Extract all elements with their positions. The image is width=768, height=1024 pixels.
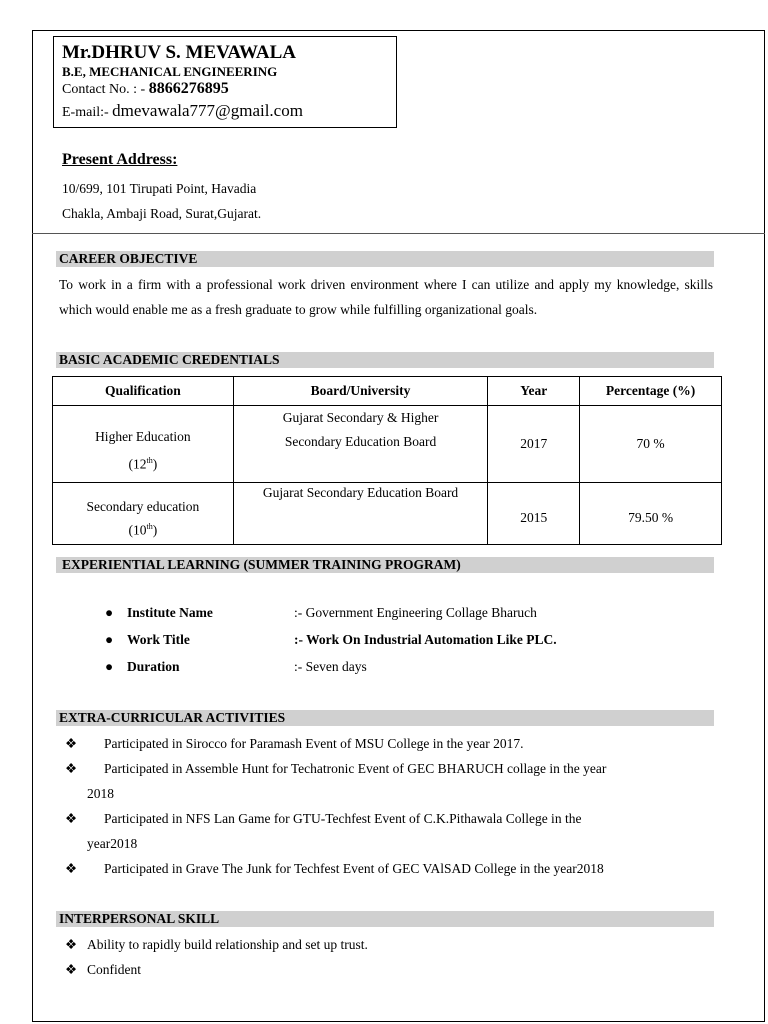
list-item [105,630,557,650]
academic-heading: BASIC ACADEMIC CREDENTIALS [56,352,714,368]
header-box [53,36,397,128]
item-value: :- Work On Industrial Automation Like PLC. [294,632,557,647]
career-objective-heading: CAREER OBJECTIVE [56,251,714,267]
item-label: Institute Name [127,605,213,620]
list-item [65,856,713,881]
column-header: Year [488,377,580,406]
career-objective-text: To work in a firm with a professional work driven environment where I can utilize and apply my knowledge, skills which would enable me as a fresh graduate to grow while fulfilling organizational goals. [59,277,713,317]
divider [32,233,765,234]
year-cell: 2015 [488,483,580,545]
board-cell [233,483,488,545]
activity-text: year2018 [87,836,138,851]
year-cell: 2017 [488,406,580,483]
table-row [53,483,722,545]
activity-text: Participated in Sirocco for Paramash Event of MSU College in the year 2017. [104,736,524,751]
qualification-level: (12th) [128,456,158,472]
level-suffix: th [146,521,153,531]
qualification-level: (10th) [128,521,158,538]
list-item [65,756,713,781]
extra-curricular-heading: EXTRA-CURRICULAR ACTIVITIES [56,710,714,726]
diamond-bullet-icon: ❖ [65,736,78,751]
list-item-continuation [65,781,713,806]
skill-text: Confident [87,962,141,977]
email-address: dmevawala777@gmail.com [112,101,303,120]
contact-label: Contact No. : - [62,82,146,97]
bullet-icon: ● [105,632,114,647]
list-item [65,806,713,831]
board-line: Gujarat Secondary Education Board [262,485,459,500]
list-item [105,603,537,623]
address-line-1: 10/699, 101 Tirupati Point, Havadia [62,181,257,196]
level-suffix: th [146,456,153,466]
table-header-row [53,377,722,406]
diamond-bullet-icon: ❖ [65,861,78,876]
activity-text: Participated in NFS Lan Game for GTU-Techfest Event of C.K.Pithawala College in the [104,811,582,826]
percentage-cell: 79.50 % [580,483,722,545]
item-value: :- Government Engineering Collage Bharuch [294,605,537,620]
list-item-continuation [65,831,713,856]
interpersonal-skill-heading: INTERPERSONAL SKILL [56,911,714,927]
candidate-name: Mr.DHRUV S. MEVAWALA [62,42,297,63]
board-cell [233,406,488,483]
qualification-cell [53,406,234,483]
board-line: Secondary Education Board [284,434,437,449]
skill-text: Ability to rapidly build relationship and set up trust. [87,937,368,952]
qualification-cell [53,483,234,545]
level-number: 12 [133,456,147,472]
email-line [62,100,396,124]
diamond-bullet-icon: ❖ [65,761,78,776]
address-title: Present Address: [62,151,178,168]
qualification-name: Higher Education [95,429,191,445]
list-item [65,932,368,957]
activity-text: Participated in Assemble Hunt for Techatronic Event of GEC BHARUCH collage in the year [104,761,607,776]
list-item [105,657,367,677]
item-value: :- Seven days [294,659,367,674]
diamond-bullet-icon: ❖ [65,937,78,952]
activity-text: 2018 [87,786,114,801]
activity-text: Participated in Grave The Junk for Techfest Event of GEC VAlSAD College in the year2018 [104,861,604,876]
diamond-bullet-icon: ❖ [65,811,78,826]
contact-line [62,79,396,100]
academic-table [52,376,722,545]
degree: B.E, MECHANICAL ENGINEERING [62,64,278,79]
percentage-cell: 70 % [580,406,722,483]
diamond-bullet-icon: ❖ [65,962,78,977]
item-label: Work Title [127,632,190,647]
contact-number: 8866276895 [148,80,229,97]
email-label: E-mail:- [62,105,109,120]
training-heading: EXPERIENTIAL LEARNING (SUMMER TRAINING PROGRAM) [56,557,714,573]
list-item [65,731,713,756]
level-number: 10 [133,522,147,538]
table-row [53,406,722,483]
board-line: Gujarat Secondary & Higher [282,410,439,425]
address-line-2: Chakla, Ambaji Road, Surat,Gujarat. [62,206,262,221]
item-label: Duration [127,659,180,674]
bullet-icon: ● [105,659,114,674]
bullet-icon: ● [105,605,114,620]
list-item [65,957,141,982]
column-header: Qualification [53,377,234,406]
column-header: Board/University [233,377,488,406]
qualification-name: Secondary education [86,498,200,514]
column-header: Percentage (%) [580,377,722,406]
